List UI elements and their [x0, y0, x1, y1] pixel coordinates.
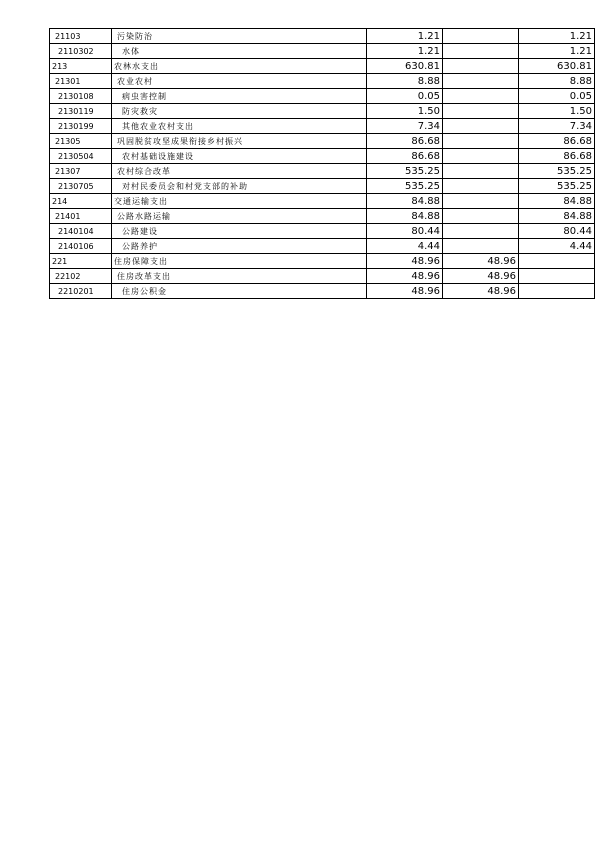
basic-expense-cell — [443, 59, 519, 74]
account-code-cell: 214 — [50, 194, 112, 209]
basic-expense-cell — [443, 179, 519, 194]
project-expense-cell: 0.05 — [519, 89, 595, 104]
account-code-cell: 2130119 — [50, 104, 112, 119]
basic-expense-cell — [443, 104, 519, 119]
account-name-cell — [112, 194, 367, 209]
account-name-text: 农林水支出 — [114, 61, 159, 71]
table-row — [50, 239, 595, 254]
basic-expense-cell — [443, 44, 519, 59]
account-name-cell — [112, 254, 367, 269]
table-row — [50, 44, 595, 59]
basic-expense-cell — [443, 119, 519, 134]
account-name-text: 公路建设 — [122, 226, 158, 236]
account-code-cell: 2130108 — [50, 89, 112, 104]
basic-expense-cell — [443, 194, 519, 209]
project-expense-cell: 535.25 — [519, 164, 595, 179]
account-code-cell: 21305 — [50, 134, 112, 149]
total-amount-cell: 80.44 — [367, 224, 443, 239]
account-name-cell — [112, 89, 367, 104]
account-name-text: 防灾救灾 — [122, 106, 158, 116]
total-amount-cell: 8.88 — [367, 74, 443, 89]
account-name-text: 住房公积金 — [122, 286, 167, 296]
account-code-cell: 2140104 — [50, 224, 112, 239]
account-name-text: 住房保障支出 — [114, 256, 168, 266]
basic-expense-cell — [443, 164, 519, 179]
account-code-cell: 2210201 — [50, 284, 112, 299]
account-name-cell — [112, 284, 367, 299]
total-amount-cell: 7.34 — [367, 119, 443, 134]
total-amount-cell: 1.50 — [367, 104, 443, 119]
account-code-cell: 22102 — [50, 269, 112, 284]
account-name-cell — [112, 239, 367, 254]
account-code-cell: 2110302 — [50, 44, 112, 59]
total-amount-cell: 535.25 — [367, 164, 443, 179]
table-row — [50, 224, 595, 239]
total-amount-cell: 48.96 — [367, 284, 443, 299]
total-amount-cell: 0.05 — [367, 89, 443, 104]
project-expense-cell: 8.88 — [519, 74, 595, 89]
account-name-text: 农村基础设施建设 — [122, 151, 194, 161]
table-row — [50, 29, 595, 44]
account-name-text: 对村民委员会和村党支部的补助 — [122, 181, 248, 191]
total-amount-cell: 535.25 — [367, 179, 443, 194]
basic-expense-cell — [443, 29, 519, 44]
total-amount-cell: 1.21 — [367, 44, 443, 59]
account-name-text: 病虫害控制 — [122, 91, 167, 101]
project-expense-cell: 535.25 — [519, 179, 595, 194]
project-expense-cell: 4.44 — [519, 239, 595, 254]
basic-expense-cell — [443, 209, 519, 224]
project-expense-cell: 630.81 — [519, 59, 595, 74]
table-row — [50, 74, 595, 89]
total-amount-cell: 4.44 — [367, 239, 443, 254]
project-expense-cell: 86.68 — [519, 149, 595, 164]
table-row — [50, 179, 595, 194]
account-code-cell: 213 — [50, 59, 112, 74]
table-row — [50, 59, 595, 74]
account-name-text: 巩固脱贫攻坚成果衔接乡村振兴 — [117, 136, 243, 146]
basic-expense-cell: 48.96 — [443, 254, 519, 269]
account-code-cell: 21301 — [50, 74, 112, 89]
table-row — [50, 164, 595, 179]
table-row — [50, 149, 595, 164]
account-code-cell: 2130705 — [50, 179, 112, 194]
basic-expense-cell — [443, 74, 519, 89]
basic-expense-cell: 48.96 — [443, 269, 519, 284]
total-amount-cell: 86.68 — [367, 134, 443, 149]
account-name-cell — [112, 179, 367, 194]
account-name-cell — [112, 164, 367, 179]
project-expense-cell — [519, 269, 595, 284]
account-code-cell: 21103 — [50, 29, 112, 44]
project-expense-cell: 1.21 — [519, 44, 595, 59]
total-amount-cell: 48.96 — [367, 269, 443, 284]
account-name-cell — [112, 134, 367, 149]
total-amount-cell: 86.68 — [367, 149, 443, 164]
total-amount-cell: 48.96 — [367, 254, 443, 269]
account-name-cell — [112, 119, 367, 134]
total-amount-cell: 630.81 — [367, 59, 443, 74]
account-name-cell — [112, 29, 367, 44]
basic-expense-cell — [443, 134, 519, 149]
basic-expense-cell — [443, 224, 519, 239]
table-row — [50, 194, 595, 209]
basic-expense-cell: 48.96 — [443, 284, 519, 299]
project-expense-cell: 86.68 — [519, 134, 595, 149]
account-name-cell — [112, 74, 367, 89]
account-name-cell — [112, 209, 367, 224]
project-expense-cell: 1.21 — [519, 29, 595, 44]
account-code-cell: 21307 — [50, 164, 112, 179]
account-name-cell — [112, 44, 367, 59]
project-expense-cell: 80.44 — [519, 224, 595, 239]
table-body — [50, 29, 595, 299]
account-name-text: 交通运输支出 — [114, 196, 168, 206]
basic-expense-cell — [443, 149, 519, 164]
project-expense-cell: 84.88 — [519, 209, 595, 224]
table-row — [50, 284, 595, 299]
account-code-cell: 2140106 — [50, 239, 112, 254]
account-name-text: 农村综合改革 — [117, 166, 171, 176]
account-name-text: 住房改革支出 — [117, 271, 171, 281]
table-row — [50, 254, 595, 269]
account-name-cell — [112, 59, 367, 74]
account-name-text: 水体 — [122, 46, 140, 56]
account-code-cell: 2130199 — [50, 119, 112, 134]
account-name-text: 公路养护 — [122, 241, 158, 251]
total-amount-cell: 84.88 — [367, 209, 443, 224]
account-name-cell — [112, 269, 367, 284]
project-expense-cell — [519, 254, 595, 269]
project-expense-cell: 7.34 — [519, 119, 595, 134]
project-expense-cell: 84.88 — [519, 194, 595, 209]
account-name-text: 污染防治 — [117, 31, 153, 41]
table-row — [50, 104, 595, 119]
project-expense-cell — [519, 284, 595, 299]
table-row — [50, 119, 595, 134]
basic-expense-cell — [443, 89, 519, 104]
table-row — [50, 134, 595, 149]
total-amount-cell: 84.88 — [367, 194, 443, 209]
total-amount-cell: 1.21 — [367, 29, 443, 44]
table-row — [50, 269, 595, 284]
account-name-text: 农业农村 — [117, 76, 153, 86]
account-name-cell — [112, 149, 367, 164]
project-expense-cell: 1.50 — [519, 104, 595, 119]
table-row — [50, 89, 595, 104]
budget-table — [49, 28, 595, 299]
account-code-cell: 21401 — [50, 209, 112, 224]
account-name-cell — [112, 224, 367, 239]
account-code-cell: 2130504 — [50, 149, 112, 164]
table-row — [50, 209, 595, 224]
account-name-cell — [112, 104, 367, 119]
account-code-cell: 221 — [50, 254, 112, 269]
account-name-text: 其他农业农村支出 — [122, 121, 194, 131]
basic-expense-cell — [443, 239, 519, 254]
account-name-text: 公路水路运输 — [117, 211, 171, 221]
